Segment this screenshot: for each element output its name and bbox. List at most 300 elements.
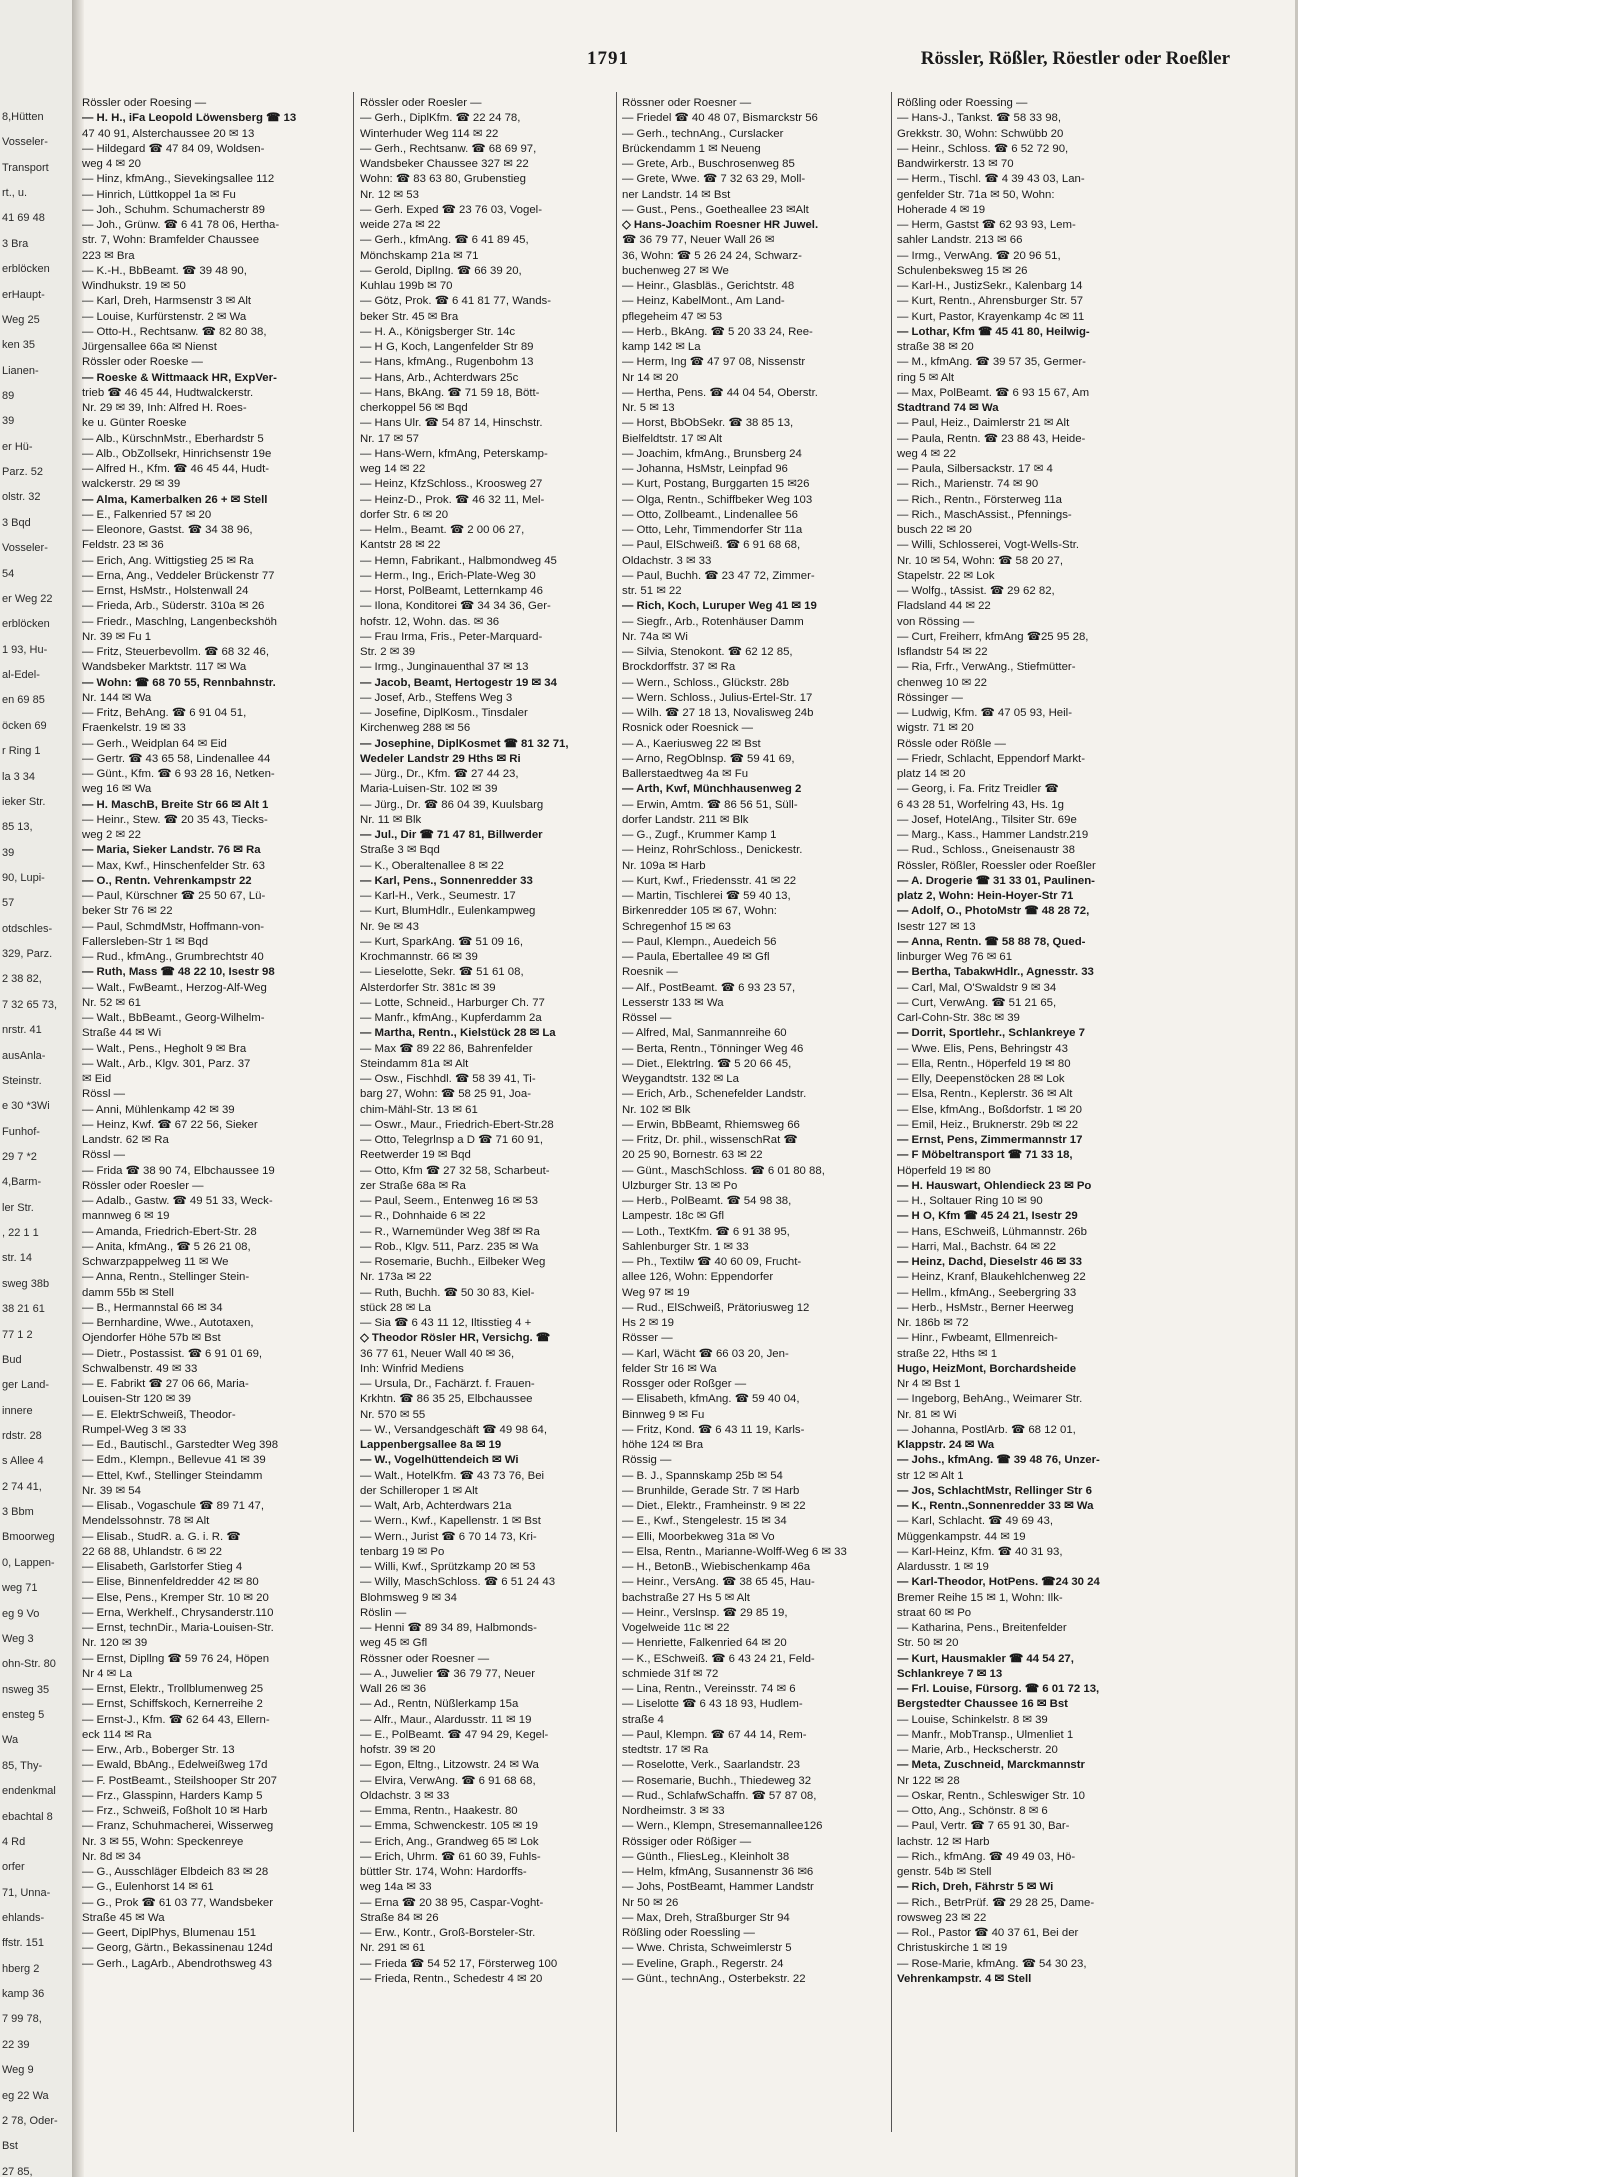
margin-fragment: ger Land-	[2, 1379, 50, 1392]
directory-entry-line: busch 22 ✉ 20	[897, 524, 972, 536]
directory-entry-line: Nr 14 ✉ 20	[622, 371, 679, 384]
directory-entry-line: — Gerh., technAng., Curslacker	[622, 127, 784, 140]
directory-entry-line: — Ernst, Elektr., Trollblumenweg 25	[82, 1683, 264, 1695]
directory-entry-line: Rösser —	[622, 1332, 673, 1345]
directory-entry-line: — Manfr., MobTransp., Ulmenliet 1	[897, 1728, 1074, 1741]
directory-entry-line: — Günt., technAng., Osterbekstr. 22	[622, 1972, 806, 1985]
directory-entry-line: — Erich, Ang., Grandweg 65 ✉ Lok	[360, 1835, 539, 1848]
directory-entry-line: — Karl-H., JustizSekr., Kalenbarg 14	[897, 280, 1083, 292]
directory-entry-line: Inh: Winfrid Mediens	[360, 1362, 464, 1375]
directory-entry-line: — Fritz, Kond. ☎ 6 43 11 19, Karls-	[622, 1423, 805, 1436]
directory-entry-line: Hs 2 ✉ 19	[622, 1317, 674, 1329]
directory-entry-line: Reetwerder 19 ✉ Bqd	[360, 1149, 471, 1162]
directory-entry-line: — Curt, Freiherr, kfmAng ☎25 95 28,	[897, 630, 1089, 643]
margin-fragment: er Weg 22	[2, 592, 53, 605]
directory-entry-line: bachstraße 27 Hs 5 ✉ Alt	[622, 1591, 750, 1604]
directory-entry-line: — Heinz, Dachd, Dieselstr 46 ✉ 33	[897, 1256, 1082, 1268]
margin-fragment: ffstr. 151	[2, 1937, 44, 1950]
directory-entry-line: — Willi, Kwf., Sprützkamp 20 ✉ 53	[360, 1561, 536, 1573]
directory-entry-line: 6 43 28 51, Worfelring 43, Hs. 1g	[897, 798, 1064, 811]
directory-entry-line: — Frida ☎ 38 90 74, Elbchaussee 19	[82, 1164, 275, 1177]
directory-entry-line: Kirchenweg 288 ✉ 56	[360, 722, 471, 735]
directory-entry-line: — Wilh. ☎ 27 18 13, Novalisweg 24b	[622, 707, 814, 719]
directory-entry-line: — Geert, DiplPhys, Blumenau 151	[82, 1927, 257, 1939]
directory-entry-line: Alsterdorfer Str. 381c ✉ 39	[360, 981, 496, 994]
directory-entry-line: — Wern., Schloss., Glückstr. 28b	[622, 676, 789, 689]
directory-entry-line: — H. Hauswart, Ohlendieck 23 ✉ Po	[897, 1179, 1092, 1192]
directory-entry-line: chim-Mähl-Str. 13 ✉ 61	[360, 1103, 478, 1116]
directory-entry-line: kamp 142 ✉ La	[622, 341, 701, 353]
directory-entry-line: — Karl, Dreh, Harmsenstr 3 ✉ Alt	[82, 295, 252, 308]
directory-entry-line: — Alfred, Mal, Sanmannreihe 60	[622, 1027, 787, 1040]
directory-entry-line: Rosnick oder Roesnick —	[622, 722, 754, 735]
margin-fragment: Bmoorweg	[2, 1531, 55, 1544]
directory-entry-line: Müggenkampstr. 44 ✉ 19	[897, 1530, 1026, 1543]
directory-entry-line: — Paul, Buchh. ☎ 23 47 72, Zimmer-	[622, 569, 815, 582]
directory-entry-line: — Heinz, Kranf, Blaukehlchenweg 22	[897, 1271, 1086, 1284]
directory-entry-line: — Rosemarie, Buchh., Eilbeker Weg	[360, 1256, 546, 1268]
directory-entry-line: barg 27, Wohn: ☎ 58 25 91, Joa-	[360, 1088, 532, 1101]
directory-entry-line: — Hinr., Fwbeamt, Ellmenreich-	[897, 1332, 1058, 1345]
directory-entry-line: Nr 122 ✉ 28	[897, 1774, 960, 1787]
directory-entry-line: — A. Drogerie ☎ 31 33 01, Paulinen-	[897, 874, 1095, 887]
directory-entry-line: — Rich., Marienstr. 74 ✉ 90	[897, 478, 1039, 491]
directory-entry-line: Nr. 291 ✉ 61	[360, 1942, 426, 1955]
directory-entry-line: — Meta, Zuschneid, Marckmannstr	[897, 1759, 1085, 1772]
directory-entry-line: schmiede 31f ✉ 72	[622, 1667, 719, 1680]
directory-entry-line: — Rud., ElSchweiß, Prätoriusweg 12	[622, 1301, 810, 1314]
directory-entry-line: — Otto, Ang., Schönstr. 8 ✉ 6	[897, 1805, 1048, 1817]
directory-entry-line: — Josefine, DiplKosm., Tinsdaler	[360, 707, 528, 719]
directory-entry-line: — E., Kwf., Stengelestr. 15 ✉ 34	[622, 1515, 787, 1528]
directory-entry-line: — Lieselotte, Sekr. ☎ 51 61 08,	[360, 966, 524, 979]
margin-fragment: 1 93, Hu-	[2, 643, 48, 656]
directory-entry-line: Straße 45 ✉ Wa	[82, 1911, 165, 1924]
directory-entry-line: — Heinr., Verslnsp. ☎ 29 85 19,	[622, 1606, 788, 1619]
directory-entry-line: — Heinz, RohrSchloss., Denickestr.	[622, 844, 803, 857]
directory-entry-line: — Irmg., VerwAng. ☎ 20 96 51,	[897, 249, 1061, 262]
directory-entry-line: Sahlenburger Str. 1 ✉ 33	[622, 1240, 749, 1253]
directory-entry-line: Höperfeld 19 ✉ 80	[897, 1164, 991, 1177]
column-rule	[353, 92, 354, 2132]
directory-entry-line: — Ruth, Buchh. ☎ 50 30 83, Kiel-	[360, 1286, 535, 1299]
directory-entry-line: Nr. 11 ✉ Blk	[360, 813, 422, 826]
directory-entry-line: — Rich., BetrPrüf. ☎ 29 28 25, Dame-	[897, 1896, 1095, 1909]
margin-fragment: 77 1 2	[2, 1328, 33, 1341]
directory-entry-line: — Emma, Rentn., Haakestr. 80	[360, 1805, 518, 1817]
directory-entry-line: — Ingeborg, BehAng., Weimarer Str.	[897, 1393, 1083, 1406]
directory-entry-line: pflegeheim 47 ✉ 53	[622, 310, 723, 323]
directory-entry-line: — Herm., Tischl. ☎ 4 39 43 03, Lan-	[897, 173, 1085, 186]
margin-fragment: Funhof-	[2, 1125, 40, 1138]
margin-fragment: 85, Thy-	[2, 1759, 43, 1772]
directory-entry-line: Lesserstr 133 ✉ Wa	[622, 996, 724, 1009]
directory-entry-line: Hoherade 4 ✉ 19	[897, 203, 986, 216]
directory-entry-line: — Jul., Dir ☎ 71 47 81, Billwerder	[360, 829, 543, 841]
directory-entry-line: damm 55b ✉ Stell	[82, 1286, 174, 1299]
directory-entry-line: hofstr. 39 ✉ 20	[360, 1744, 436, 1756]
directory-entry-line: — Götz, Prok. ☎ 6 41 81 77, Wands-	[360, 295, 552, 308]
directory-entry-line: — Else, Pens., Kremper Str. 10 ✉ 20	[82, 1591, 269, 1604]
directory-entry-line: — Paula, Silbersackstr. 17 ✉ 4	[897, 463, 1053, 475]
directory-entry-line: Rössler oder Roesler —	[82, 1179, 204, 1192]
directory-entry-line: — Loth., TextKfm. ☎ 6 91 38 95,	[622, 1225, 790, 1238]
directory-column-4	[897, 96, 1167, 2136]
directory-entry-line: — Maria, Sieker Landstr. 76 ✉ Ra	[82, 844, 261, 857]
margin-fragment: er Hü-	[2, 440, 33, 453]
directory-entry-line: — Diet., Elektrlng. ☎ 5 20 66 45,	[622, 1057, 792, 1070]
directory-entry-line: — Herm., Ing., Erich-Plate-Weg 30	[360, 569, 536, 582]
directory-entry-line: — Rud., SchlafwSchaffn. ☎ 57 87 08,	[622, 1789, 817, 1802]
directory-entry-line: — Heinz-D., Prok. ☎ 46 32 11, Mel-	[360, 493, 545, 506]
directory-entry-line: Ojendorfer Höhe 57b ✉ Bst	[82, 1332, 221, 1345]
directory-entry-line: 36 77 61, Neuer Wall 40 ✉ 36,	[360, 1347, 515, 1360]
directory-entry-line: — Arth, Kwf, Münchhausenweg 2	[622, 783, 802, 796]
margin-fragment: Vosseler-	[2, 136, 48, 149]
directory-entry-line: — G., Zugf., Krummer Kamp 1	[622, 829, 777, 841]
directory-entry-line: — Alf., PostBeamt. ☎ 6 93 23 57,	[622, 981, 796, 994]
directory-entry-line: felder Str 16 ✉ Wa	[622, 1362, 717, 1375]
directory-entry-line: — Wwe. Christa, Schweimlerstr 5	[622, 1942, 792, 1955]
directory-entry-line: weg 45 ✉ Gfl	[360, 1637, 428, 1650]
directory-entry-line: — Erich, Ang. Wittigstieg 25 ✉ Ra	[82, 554, 254, 567]
directory-entry-line: Str. 2 ✉ 39	[360, 646, 416, 658]
margin-fragment: innere	[2, 1404, 33, 1417]
directory-entry-line: — Wern., Klempn, Stresemannallee126	[622, 1820, 823, 1833]
directory-entry-line: Krkhtn. ☎ 86 35 25, Elbchaussee	[360, 1393, 533, 1406]
directory-entry-line: Mendelssohnstr. 78 ✉ Alt	[82, 1515, 210, 1528]
directory-entry-line: — Egon, Eltng., Litzowstr. 24 ✉ Wa	[360, 1759, 539, 1772]
margin-fragment: 2 38 82,	[2, 973, 42, 986]
directory-entry-line: — Walt., HotelKfm. ☎ 43 73 76, Bei	[360, 1469, 545, 1482]
directory-entry-line: — Otto, Telegrlnsp a D ☎ 71 60 91,	[360, 1134, 544, 1146]
directory-entry-line: Nr. 17 ✉ 57	[360, 432, 419, 445]
directory-entry-line: — Wern., Jurist ☎ 6 70 14 73, Kri-	[360, 1530, 537, 1543]
directory-entry-line: Rößling oder Roessing —	[897, 97, 1028, 109]
directory-entry-line: büttler Str. 174, Wohn: Hardorffs-	[360, 1866, 527, 1878]
directory-entry-line: — Alfr., Maur., Alardusstr. 11 ✉ 19	[360, 1713, 532, 1726]
directory-entry-line: — H G, Koch, Langenfelder Str 89	[360, 341, 534, 353]
directory-entry-line: — Heinr., VersAng. ☎ 38 65 45, Hau-	[622, 1576, 815, 1589]
directory-entry-line: höhe 124 ✉ Bra	[622, 1439, 704, 1451]
margin-fragment: 8,Hütten	[2, 111, 44, 123]
directory-entry-line: — Jacob, Beamt, Hertogestr 19 ✉ 34	[360, 676, 557, 689]
directory-entry-line: Nr. 8d ✉ 34	[82, 1850, 141, 1863]
directory-entry-line: — Silvia, Stenokont. ☎ 62 12 85,	[622, 646, 793, 658]
directory-entry-line: — Adolf, O., PhotoMstr ☎ 48 28 72,	[897, 905, 1090, 918]
directory-entry-line: Nr. 570 ✉ 55	[360, 1408, 426, 1421]
directory-entry-line: — Willi, Schlosserei, Vogt-Wells-Str.	[897, 539, 1080, 552]
directory-entry-line: tenbarg 19 ✉ Po	[360, 1545, 445, 1558]
directory-entry-line: — Gerh., Weidplan 64 ✉ Eid	[82, 737, 227, 750]
directory-entry-line: — Bertha, TabakwHdlr., Agnesstr. 33	[897, 966, 1094, 979]
margin-fragment: Vosseler-	[2, 542, 48, 555]
directory-entry-line: — K.-H., BbBeamt. ☎ 39 48 90,	[82, 264, 247, 277]
directory-entry-line: — Brunhilde, Gerade Str. 7 ✉ Harb	[622, 1484, 800, 1497]
directory-entry-line: — Horst, PolBeamt, Letternkamp 46	[360, 585, 543, 597]
directory-entry-line: ◇ Hans-Joachim Roesner HR Juwel.	[622, 219, 819, 231]
directory-entry-line: str 12 ✉ Alt 1	[897, 1469, 964, 1482]
directory-entry-line: Rössler oder Roeske —	[82, 356, 203, 369]
directory-entry-line: Vogelweide 11c ✉ 22	[622, 1622, 730, 1634]
margin-fragment: 71, Unna-	[2, 1886, 51, 1899]
margin-fragment: Bud	[2, 1353, 22, 1366]
directory-entry-line: — Erna, Werkhelf., Chrysanderstr.110	[82, 1606, 274, 1619]
directory-entry-line: platz 14 ✉ 20	[897, 768, 966, 780]
directory-entry-line: — Walt, Arb, Achterdwars 21a	[360, 1500, 512, 1512]
directory-entry-line: straße 22, Hths ✉ 1	[897, 1347, 998, 1360]
directory-entry-line: weg 16 ✉ Wa	[82, 783, 152, 796]
directory-entry-line: — Paul, ElSchweiß. ☎ 6 91 68 68,	[622, 539, 801, 552]
margin-fragment: endenkmal	[2, 1785, 56, 1798]
directory-entry-line: Weg 97 ✉ 19	[622, 1286, 690, 1299]
directory-entry-line: genstr. 54b ✉ Stell	[897, 1866, 992, 1878]
directory-entry-line: — Herb., BkAng. ☎ 5 20 33 24, Ree-	[622, 325, 813, 338]
directory-entry-line: — Paul, Kürschner ☎ 25 50 67, Lü-	[82, 890, 266, 902]
margin-fragment: e 30 *3Wi	[2, 1100, 50, 1113]
directory-entry-line: — Heinz, KabelMont., Am Land-	[622, 295, 785, 308]
margin-fragment: 329, Parz.	[2, 948, 53, 961]
directory-entry-line: dorfer Landstr. 211 ✉ Blk	[622, 813, 749, 826]
directory-entry-line: — Roeske & Wittmaack HR, ExpVer-	[82, 371, 277, 384]
directory-entry-line: stück 28 ✉ La	[360, 1301, 431, 1314]
previous-page-margin	[0, 0, 74, 2177]
directory-entry-line: Rumpel-Weg 3 ✉ 33	[82, 1423, 187, 1436]
margin-fragment: 22 39	[2, 2038, 30, 2051]
directory-entry-line: Nr 4 ✉ Bst 1	[897, 1378, 961, 1390]
directory-entry-line: — Heinz, KfzSchloss., Kroosweg 27	[360, 478, 543, 491]
directory-entry-line: — Anita, kfmAng., ☎ 5 26 21 08,	[82, 1240, 251, 1253]
directory-entry-line: — Johanna, PostlArb. ☎ 68 12 01,	[897, 1423, 1076, 1436]
directory-entry-line: Stadtrand 74 ✉ Wa	[897, 402, 999, 414]
directory-entry-line: — Friedel ☎ 40 48 07, Bismarckstr 56	[622, 112, 818, 125]
directory-entry-line: — Karl, Wächt ☎ 66 03 20, Jen-	[622, 1347, 789, 1360]
margin-fragment: Wa	[2, 1734, 19, 1747]
directory-entry-line: — Horst, BbObSekr. ☎ 38 85 13,	[622, 417, 794, 430]
directory-entry-line: — Edm., Klempn., Bellevue 41 ✉ 39	[82, 1454, 266, 1467]
directory-entry-line: weg 2 ✉ 22	[82, 829, 141, 841]
directory-entry-line: ke u. Günter Roeske	[82, 417, 187, 430]
directory-entry-line: Nordheimstr. 3 ✉ 33	[622, 1805, 725, 1817]
directory-entry-line: — Liselotte ☎ 6 43 18 93, Hudlem-	[622, 1698, 803, 1711]
directory-entry-line: — Wern., Kwf., Kapellenstr. 1 ✉ Bst	[360, 1515, 541, 1528]
directory-entry-line: — Diet., Elektr., Framheinstr. 9 ✉ 22	[622, 1500, 806, 1512]
directory-entry-line: — Elly, Deepenstöcken 28 ✉ Lok	[897, 1073, 1065, 1085]
directory-entry-line: — H. A., Königsberger Str. 14c	[360, 325, 516, 338]
directory-entry-line: — Gerh. Exped ☎ 23 76 03, Vogel-	[360, 203, 542, 216]
directory-entry-line: — Gertr. ☎ 43 65 58, Lindenallee 44	[82, 752, 271, 765]
directory-entry-line: — Irmg., Junginauenthal 37 ✉ 13	[360, 661, 529, 674]
directory-entry-line: — Dorrit, Sportlehr., Schlankreye 7	[897, 1027, 1086, 1040]
margin-fragment: 7 99 78,	[2, 2013, 42, 2026]
directory-entry-line: — Walt., Pens., Hegholt 9 ✉ Bra	[82, 1042, 247, 1055]
directory-entry-line: Lappenbergsallee 8a ✉ 19	[360, 1439, 502, 1451]
directory-entry-line: — Rich, Koch, Luruper Weg 41 ✉ 19	[622, 600, 817, 613]
directory-entry-line: — Arno, RegOblnsp. ☎ 59 41 69,	[622, 752, 795, 765]
directory-entry-line: Grekkstr. 30, Wohn: Schwübb 20	[897, 127, 1064, 140]
directory-entry-line: — Frl. Louise, Fürsorg. ☎ 6 01 72 13,	[897, 1683, 1100, 1695]
directory-entry-line: — Marg., Kass., Hammer Landstr.219	[897, 829, 1089, 841]
directory-entry-line: — Johs, PostBeamt, Hammer Landstr	[622, 1881, 814, 1894]
directory-entry-line: eck 114 ✉ Ra	[82, 1728, 152, 1741]
directory-entry-line: — Joachim, kfmAng., Brunsberg 24	[622, 447, 802, 460]
directory-entry-line: chenweg 10 ✉ 22	[897, 676, 987, 689]
directory-entry-line: Rössler oder Roesing —	[82, 97, 207, 109]
directory-entry-line: — Ed., Bautischl., Garstedter Weg 398	[82, 1439, 279, 1451]
directory-entry-line: Rössle oder Rößle —	[897, 737, 1006, 750]
margin-fragment: al-Edel-	[2, 669, 40, 682]
directory-entry-line: — Elvira, VerwAng. ☎ 6 91 68 68,	[360, 1774, 536, 1787]
directory-entry-line: — Elisabeth, kfmAng. ☎ 59 40 04,	[622, 1393, 800, 1406]
directory-entry-line: — Gerh., kfmAng. ☎ 6 41 89 45,	[360, 234, 529, 247]
directory-entry-line: — Josef, HotelAng., Tilsiter Str. 69e	[897, 813, 1077, 826]
directory-entry-line: — Joh., Schuhm. Schumacherstr 89	[82, 203, 265, 216]
directory-entry-line: Schlankreye 7 ✉ 13	[897, 1667, 1003, 1680]
directory-entry-line: weg 14 ✉ 22	[360, 463, 426, 475]
directory-entry-line: — Alb., ObZollsekr, Hinrichsenstr 19e	[82, 447, 272, 460]
margin-fragment: Weg 3	[2, 1632, 34, 1645]
margin-fragment: 4 Rd	[2, 1835, 26, 1848]
directory-entry-line: sahler Landstr. 213 ✉ 66	[897, 234, 1023, 247]
margin-fragment: 27 85,	[2, 2165, 33, 2177]
directory-entry-line: Carl-Cohn-Str. 38c ✉ 39	[897, 1012, 1020, 1024]
directory-entry-line: — Paula, Ebertallee 49 ✉ Gfl	[622, 951, 770, 963]
directory-entry-line: — Dietr., Postassist. ☎ 6 91 01 69,	[82, 1347, 263, 1360]
directory-entry-line: Bandwirkerstr. 13 ✉ 70	[897, 158, 1014, 170]
margin-fragment: str. 14	[2, 1252, 32, 1265]
directory-entry-line: — E. ElektrSchweiß, Theodor-	[82, 1408, 236, 1421]
directory-entry-line: Nr 50 ✉ 26	[622, 1896, 679, 1909]
directory-entry-line: Winterhuder Weg 114 ✉ 22	[360, 127, 499, 140]
directory-entry-line: — Wern. Schloss., Julius-Ertel-Str. 17	[622, 691, 813, 704]
directory-entry-line: — K., Oberaltenallee 8 ✉ 22	[360, 859, 504, 872]
directory-entry-line: — Karl, Schlacht. ☎ 49 69 43,	[897, 1515, 1054, 1528]
directory-entry-line: — Kurt, Hausmakler ☎ 44 54 27,	[897, 1652, 1074, 1665]
directory-entry-line: — Ilona, Konditorei ☎ 34 34 36, Ger-	[360, 600, 551, 613]
directory-entry-line: Landstr. 62 ✉ Ra	[82, 1134, 169, 1146]
margin-fragment: s Allee 4	[2, 1455, 44, 1468]
margin-fragment: en 69 85	[2, 694, 45, 707]
directory-entry-line: Nr. 12 ✉ 53	[360, 188, 419, 201]
margin-fragment: 54	[2, 567, 15, 580]
margin-fragment: 29 7 *2	[2, 1151, 37, 1163]
directory-entry-line: — Gerh., LagArb., Abendrothsweg 43	[82, 1957, 272, 1970]
margin-fragment: nsweg 35	[2, 1683, 50, 1696]
margin-fragment: rdstr. 28	[2, 1430, 42, 1443]
directory-entry-line: Christuskirche 1 ✉ 19	[897, 1942, 1008, 1955]
directory-entry-line: — Hans Ulr. ☎ 54 87 14, Hinschstr.	[360, 417, 543, 430]
directory-entry-line: — Harri, Mal., Bachstr. 64 ✉ 22	[897, 1240, 1056, 1253]
directory-entry-line: Mönchskamp 21a ✉ 71	[360, 249, 479, 262]
directory-entry-line: cherkoppel 56 ✉ Bqd	[360, 402, 468, 414]
margin-fragment: 89	[2, 390, 15, 403]
directory-entry-line: — K., ESchweiß. ☎ 6 43 24 21, Feld-	[622, 1652, 815, 1665]
directory-entry-line: — Herm, Gastst ☎ 62 93 93, Lem-	[897, 219, 1076, 231]
directory-entry-line: — Henriette, Falkenried 64 ✉ 20	[622, 1637, 787, 1650]
directory-entry-line: Rössler, Rößler, Roessler oder Roeßler	[897, 859, 1096, 872]
directory-entry-line: — Lothar, Kfm ☎ 45 41 80, Heilwig-	[897, 325, 1090, 338]
directory-entry-line: zer Straße 68a ✉ Ra	[360, 1179, 466, 1192]
directory-entry-line: beker Str. 45 ✉ Bra	[360, 310, 459, 323]
directory-entry-line: — Emil, Heiz., Bruknerstr. 29b ✉ 22	[897, 1118, 1079, 1131]
directory-entry-line: beker Str 76 ✉ 22	[82, 905, 173, 918]
directory-entry-line: — Martha, Rentn., Kielstück 28 ✉ La	[360, 1027, 556, 1040]
directory-entry-line: Straße 44 ✉ Wi	[82, 1027, 162, 1040]
margin-fragment: , 22 1 1	[2, 1227, 39, 1240]
margin-fragment: ler Str.	[2, 1201, 34, 1214]
directory-entry-line: — Lotte, Schneid., Harburger Ch. 77	[360, 996, 545, 1009]
directory-entry-line: — Heinr., Glasbläs., Gerichtstr. 48	[622, 280, 795, 292]
directory-entry-line: — Erw., Arb., Boberger Str. 13	[82, 1744, 235, 1756]
directory-entry-line: Nr. 5 ✉ 13	[622, 402, 675, 414]
margin-fragment: 39	[2, 846, 15, 859]
directory-entry-line: — O., Rentn. Vehrenkampstr 22	[82, 874, 252, 887]
directory-entry-line: Nr. 29 ✉ 39, Inh: Alfred H. Roes-	[82, 402, 247, 414]
directory-entry-line: walckerstr. 29 ✉ 39	[82, 478, 181, 491]
directory-entry-line: mannweg 6 ✉ 19	[82, 1210, 170, 1223]
directory-entry-line: ◇ Theodor Rösler HR, Versichg. ☎	[360, 1332, 551, 1345]
directory-entry-line: — Elsa, Rentn., Keplerstr. 36 ✉ Alt	[897, 1088, 1073, 1101]
margin-fragment: rt., u.	[2, 187, 28, 200]
directory-entry-line: Brückendamm 1 ✉ Neueng	[622, 142, 761, 155]
margin-fragment: weg 71	[2, 1582, 38, 1595]
directory-entry-line: — Georg, i. Fa. Fritz Treidler ☎	[897, 783, 1059, 796]
directory-entry-line: hofstr. 12, Wohn. das. ✉ 36	[360, 615, 500, 628]
margin-fragment: erblöcken	[2, 618, 50, 631]
margin-fragment: Weg 25	[2, 313, 40, 326]
directory-entry-line: Wandsbeker Chaussee 327 ✉ 22	[360, 158, 529, 170]
directory-entry-line: weg 14a ✉ 33	[360, 1881, 432, 1894]
directory-entry-line: — Rose-Marie, kfmAng. ☎ 54 30 23,	[897, 1957, 1087, 1970]
directory-entry-line: Binnweg 9 ✉ Fu	[622, 1408, 705, 1421]
directory-entry-line: — Heinz, Kwf. ☎ 67 22 56, Sieker	[82, 1118, 258, 1131]
margin-fragment: sweg 38b	[2, 1277, 50, 1290]
margin-fragment: olstr. 32	[2, 491, 41, 504]
directory-column-3	[622, 96, 892, 2136]
directory-entry-line: — Ph., Textilw ☎ 40 60 09, Frucht-	[622, 1256, 802, 1268]
directory-entry-line: — Roselotte, Verk., Saarlandstr. 23	[622, 1759, 800, 1772]
directory-entry-line: — Herb., PolBeamt. ☎ 54 98 38,	[622, 1195, 792, 1207]
directory-entry-line: straat 60 ✉ Po	[897, 1606, 972, 1619]
directory-entry-line: — Frieda, Rentn., Schedestr 4 ✉ 20	[360, 1972, 543, 1985]
directory-entry-line: genfelder Str. 71a ✉ 50, Wohn:	[897, 188, 1055, 201]
directory-entry-line: allee 126, Wohn: Eppendorfer	[622, 1271, 774, 1284]
directory-entry-line: — Hemn, Fabrikant., Halbmondweg 45	[360, 554, 557, 567]
directory-entry-line: — Ernst, HsMstr., Holstenwall 24	[82, 585, 249, 597]
directory-entry-line: — Marie, Arb., Heckscherstr. 20	[897, 1744, 1058, 1756]
directory-entry-line: Nr. 39 ✉ 54	[82, 1484, 141, 1497]
directory-entry-line: Wohn: ☎ 83 63 80, Grubenstieg	[360, 173, 526, 186]
directory-entry-line: Oldachstr. 3 ✉ 33	[622, 554, 712, 567]
directory-entry-line: — Erna, Ang., Veddeler Brückenstr 77	[82, 569, 275, 582]
directory-entry-line: Ballerstaedtweg 4a ✉ Fu	[622, 768, 749, 780]
directory-entry-line: — Ernst, Schiffskoch, Kernerreihe 2	[82, 1698, 263, 1711]
directory-entry-line: — Walt., FwBeamt., Herzog-Alf-Weg	[82, 981, 267, 994]
directory-entry-line: — Adalb., Gastw. ☎ 49 51 33, Weck-	[82, 1195, 273, 1207]
directory-entry-line: Fladsland 44 ✉ 22	[897, 600, 991, 613]
directory-entry-line: — Walt., Arb., Klgv. 301, Parz. 37	[82, 1057, 251, 1070]
directory-entry-line: — W., Vogelhüttendeich ✉ Wi	[360, 1454, 519, 1467]
directory-entry-line: dorfer Str. 6 ✉ 20	[360, 508, 449, 521]
directory-entry-line: — Emma, Schwenckestr. 105 ✉ 19	[360, 1820, 538, 1833]
directory-entry-line: — Eleonore, Gastst. ☎ 34 38 96,	[82, 524, 253, 536]
directory-entry-line: — Louise, Kurfürstenstr. 2 ✉ Wa	[82, 310, 247, 323]
directory-entry-line: — B., Hermannstal 66 ✉ 34	[82, 1301, 223, 1314]
directory-entry-line: rowsweg 23 ✉ 22	[897, 1911, 987, 1924]
directory-entry-line: Rössner oder Roesner —	[622, 97, 752, 109]
directory-entry-line: — Ruth, Mass ☎ 48 22 10, Isestr 98	[82, 966, 275, 979]
directory-entry-line: Nr. 173a ✉ 22	[360, 1271, 432, 1284]
